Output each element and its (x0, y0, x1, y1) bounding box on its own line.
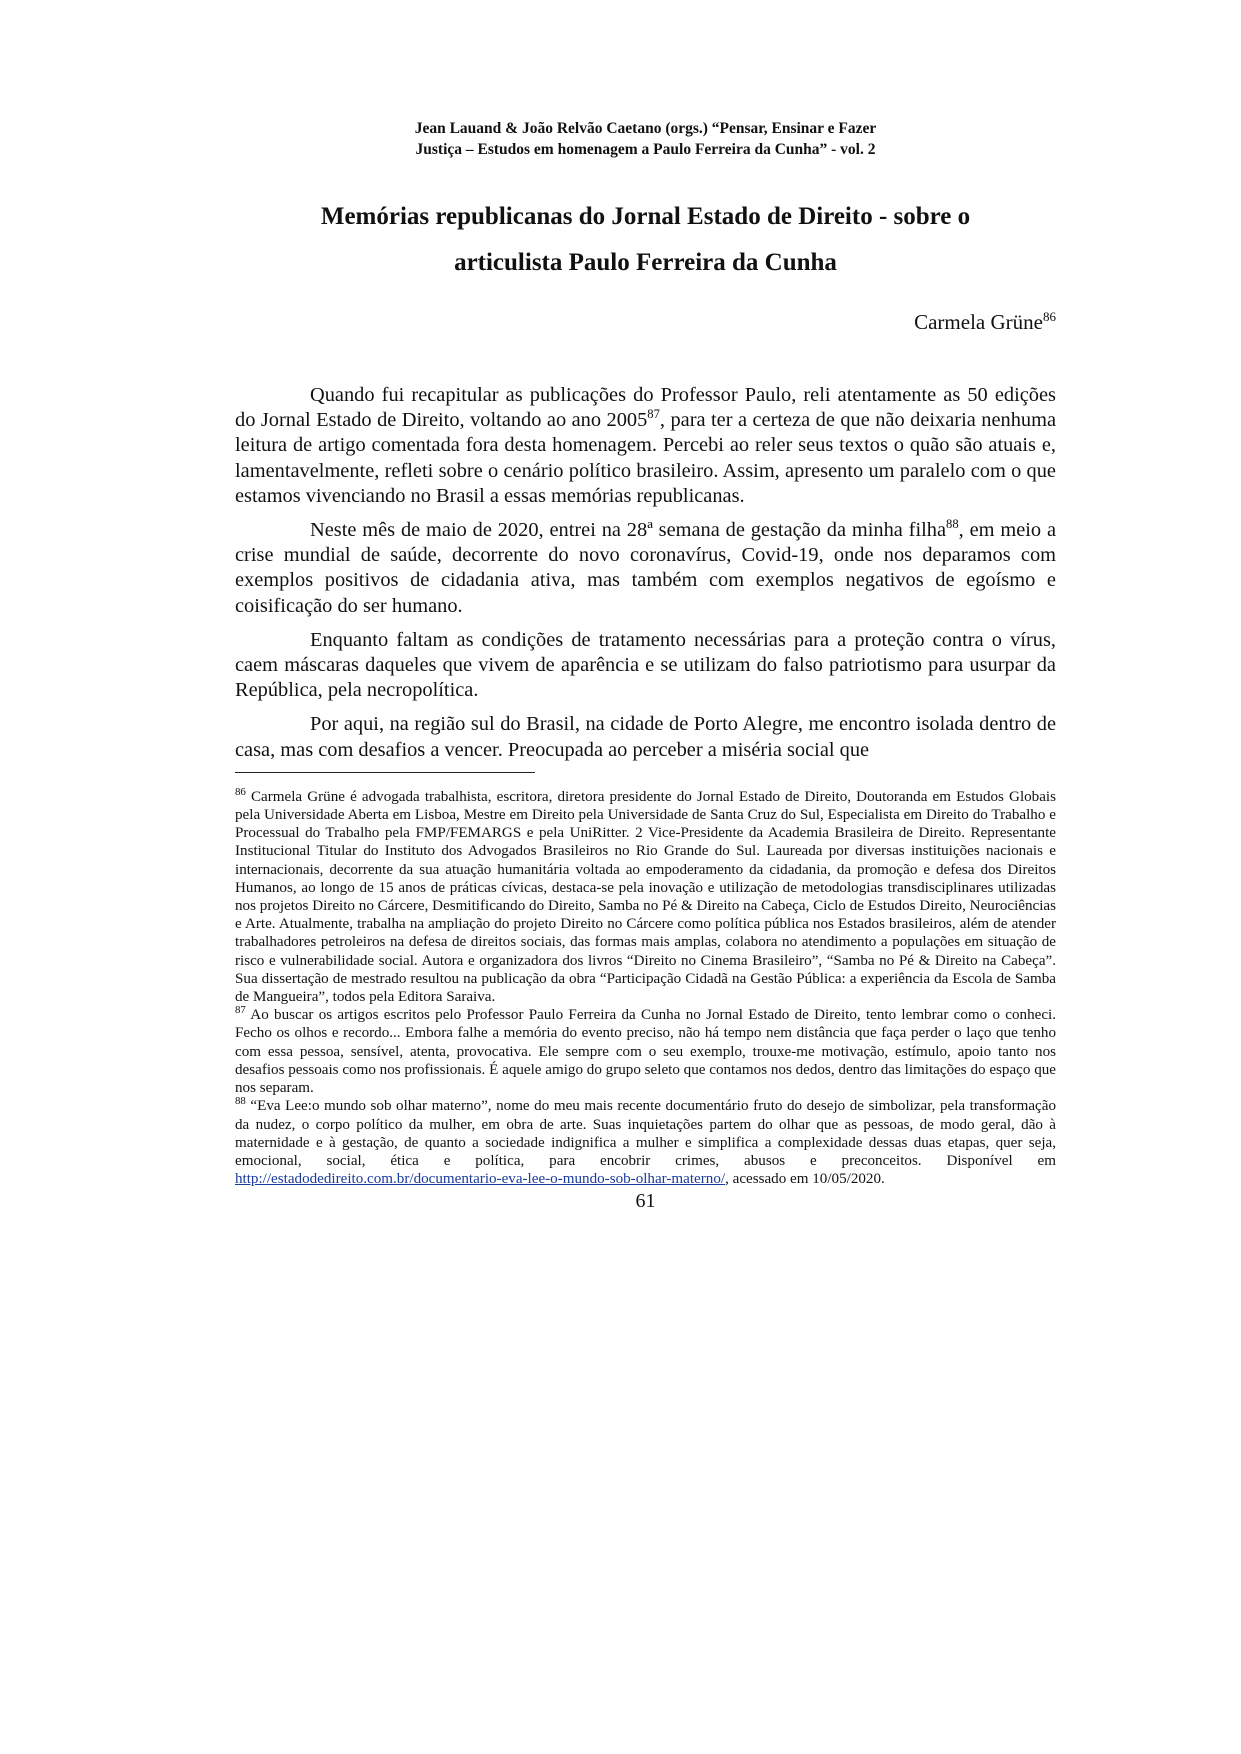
author-byline (235, 310, 1056, 335)
footnote-ref-87[interactable]: 87 (647, 407, 660, 422)
document-page (235, 118, 1056, 1213)
running-header (265, 118, 1026, 160)
paragraph-1 (235, 383, 1056, 509)
footnote-87 (235, 1006, 1056, 1097)
footnote-ref-88[interactable]: 88 (946, 517, 959, 532)
footnote-number: 86 (235, 785, 246, 798)
paragraph-2-text-b: , em meio a crise mundial de saúde, decorrente do novo coronavírus, Covid-19, onde nos deparamos com exemplos positivos de cidadania ativa, mas também com exemplos negativos de egoísmo e coisificação do ser humano. (235, 519, 1056, 617)
paragraph-1-text-a: Quando fui recapitular as publicações do Professor Paulo, reli atentamente as 50 edições do Jornal Estado de Direito, voltando ao ano 2005 (235, 384, 1056, 432)
footnote-divider (235, 772, 535, 773)
chapter-title-line-2: articulista Paulo Ferreira da Cunha (454, 249, 837, 276)
footnote-text-after-link: , acessado em 10/05/2020. (725, 1171, 885, 1188)
footnote-86 (235, 785, 1056, 1006)
footnotes (235, 785, 1056, 1188)
footnote-88 (235, 1097, 1056, 1188)
running-header-line-2: Justiça – Estudos em homenagem a Paulo Ferreira da Cunha” - vol. 2 (415, 141, 876, 158)
footnote-text: Ao buscar os artigos escritos pelo Professor Paulo Ferreira da Cunha no Jornal Estado de Direito, tento lembrar como o conheci. Fecho os olhos e recordo... Embora falhe a memória do evento preciso, não há tempo nem distância que faça perder o laço que tenho com essa pessoa, sensível, atenta, provocativa. Ele sempre com o seu exemplo, trouxe-me motivação, estímulo, apoio tanto nos desafios pessoais como nos profissionais. É aquele amigo do grupo seleto que contamos nos dedos, dentro das limitações do espaço que nos separam. (235, 1007, 1056, 1097)
footnote-number: 87 (235, 1004, 246, 1017)
footnote-text: “Eva Lee:o mundo sob olhar materno”, nome do meu mais recente documentário fruto do desejo de simbolizar, pela transformação da nudez, o corpo político da mulher, em obra de arte. Suas inquietações partem do olhar que as pessoas, de modo geral, dão à maternidade e à gestação, de quanto a sociedade indignifica a mulher e simplifica a complexidade dessas duas etapas, quer seja, emocional, social, ética e política, para encobrir crimes, abusos e preconceitos. Disponível em (235, 1098, 1056, 1169)
paragraph-4: Por aqui, na região sul do Brasil, na cidade de Porto Alegre, me encontro isolada dentro de casa, mas com desafios a vencer. Preocupada ao perceber a miséria social que (235, 713, 1056, 761)
body-text (235, 383, 1056, 763)
paragraph-2 (235, 518, 1056, 619)
chapter-title (235, 194, 1056, 286)
chapter-title-line-1: Memórias republicanas do Jornal Estado de Direito - sobre o (320, 203, 971, 230)
documentary-link[interactable]: http://estadodedireito.com.br/documentario-eva-lee-o-mundo-sob-olhar-materno/ (235, 1171, 726, 1188)
footnote-text: Carmela Grüne é advogada trabalhista, escritora, diretora presidente do Jornal Estado de Direito, Doutoranda em Estudos Globais pela Universidade Aberta em Lisboa, Mestre em Direito pela Universidade de Santa Cruz do Sul, Especialista em Direito do Trabalho e Processual do Trabalho pela FMP/FEMARGS e pela UniRitter. 2 Vice-Presidente da Academia Brasileira de Direito. Representante Institucional Titular do Instituto dos Advogados Brasileiros no Rio Grande do Sul. Laureada por diversas instituições nacionais e internacionais, decorrente da sua atuação humanitária voltada ao empoderamento da cidadania, da promoção e defesa dos Direitos Humanos, ao longo de 15 anos de práticas cívicas, destaca-se pela inovação e utilização de metodologias transdisciplinares utilizadas nos projetos Direito no Cárcere, Desmitificando do Direito, Samba no Pé & Direito na Cabeça, Ciclo de Estudos Direito, Neurociências e Arte. Atualmente, trabalha na ampliação do projeto Direito no Cárcere como política pública nos Estados brasileiros, além de atender trabalhadores petroleiros na defesa de direitos sociais, das formas mais amplas, colabora no atendimento a populações em situação de risco e vulnerabilidade social. Autora e organizadora dos livros “Direito no Cinema Brasileiro”, “Samba no Pé & Direito na Cabeça”. Sua dissertação de mestrado resultou na publicação da obra “Participação Cidadã na Gestão Pública: a experiência da Escola de Samba de Mangueira”, todos pela Editora Saraiva. (235, 788, 1056, 1006)
running-header-line-1: Jean Lauand & João Relvão Caetano (orgs.) “Pensar, Ensinar e Fazer (414, 120, 877, 137)
paragraph-1-text-b: , para ter a certeza de que não deixaria nenhuma leitura de artigo comentada fora desta homenagem. Percebi ao reler seus textos o quão são atuais e, lamentavelmente, refleti sobre o cenário político brasileiro. Assim, apresento um paralelo com o que estamos vivenciando no Brasil a essas memórias republicanas. (235, 409, 1056, 507)
footnote-ref-86[interactable]: 86 (1042, 309, 1056, 324)
footnote-number: 88 (235, 1095, 246, 1108)
paragraph-2-text-a: Neste mês de maio de 2020, entrei na 28ª semana de gestação da minha filha (310, 519, 947, 542)
paragraph-3: Enquanto faltam as condições de tratamento necessárias para a proteção contra o vírus, caem máscaras daqueles que vivem de aparência e se utilizam do falso patriotismo para usurpar da República, pela necropolítica. (235, 628, 1056, 702)
page-number: 61 (635, 1190, 656, 1213)
author-name: Carmela Grüne (914, 310, 1043, 334)
